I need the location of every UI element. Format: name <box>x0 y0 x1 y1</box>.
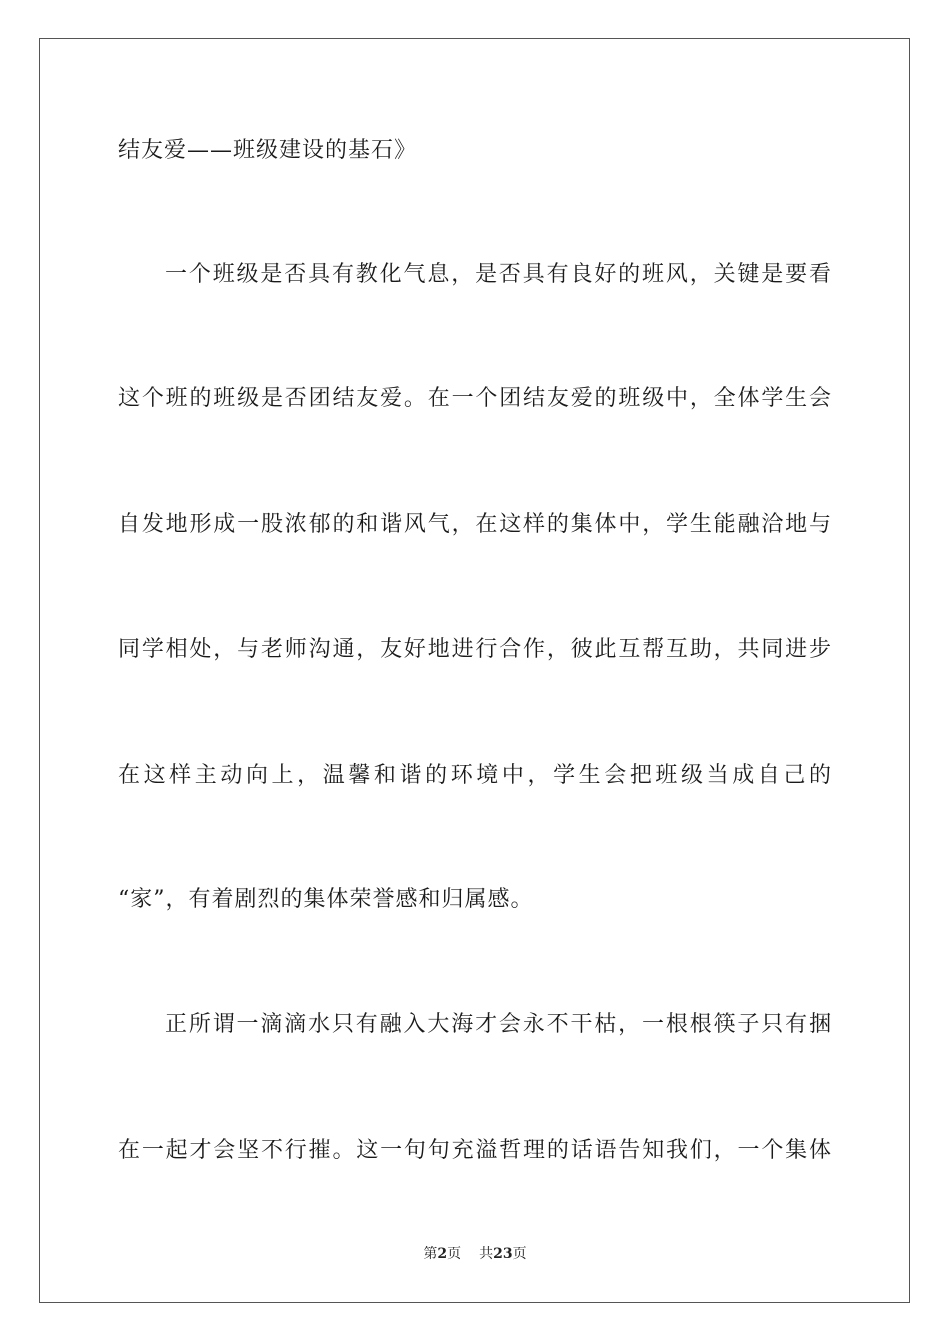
text-line-8: 正所谓一滴滴水只有融入大海才会永不干枯，一根根筷子只有捆 <box>165 1012 832 1037</box>
page-prefix: 第 <box>423 1246 438 1262</box>
text-line-5: 同学相处，与老师沟通，友好地进行合作，彼此互帮互助，共同进步 <box>118 637 832 662</box>
total-pages: 23 <box>493 1246 513 1262</box>
text-line-4: 自发地形成一股浓郁的和谐风气，在这样的集体中，学生能融洽地与 <box>118 512 832 537</box>
page-suffix: 页 <box>447 1246 462 1262</box>
text-line-3: 这个班的班级是否团结友爱。在一个团结友爱的班级中，全体学生会 <box>118 386 832 411</box>
page-footer <box>0 1245 950 1263</box>
text-line-1: 结友爱——班级建设的基石》 <box>118 138 418 163</box>
text-line-7: “家”，有着剧烈的集体荣誉感和归属感。 <box>118 887 534 912</box>
total-prefix: 共 <box>479 1246 494 1262</box>
page-border <box>39 38 910 1303</box>
text-line-9: 在一起才会坚不行摧。这一句句充溢哲理的话语告知我们，一个集体 <box>118 1138 832 1163</box>
total-suffix: 页 <box>512 1246 527 1262</box>
page-number: 2 <box>437 1246 448 1262</box>
text-line-2: 一个班级是否具有教化气息，是否具有良好的班风，关键是要看 <box>165 262 832 287</box>
text-line-6: 在这样主动向上，温馨和谐的环境中，学生会把班级当成自己的 <box>118 763 832 788</box>
